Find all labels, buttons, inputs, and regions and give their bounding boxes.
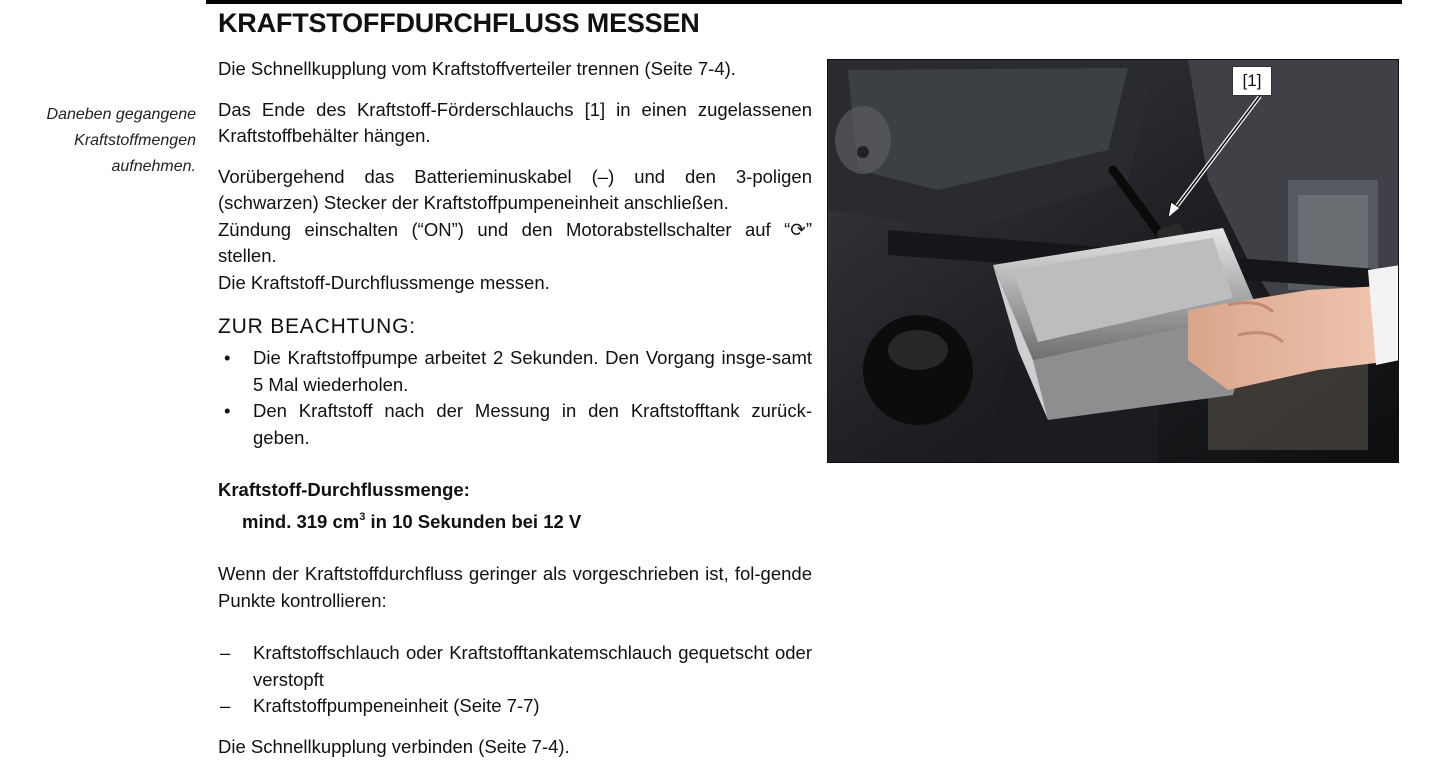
spec-value: mind. 319 $cm^3$ in 10 Sekunden bei 12 V <box>242 510 582 532</box>
top-rule <box>206 0 1402 4</box>
page-title: KRAFTSTOFFDURCHFLUSS MESSEN <box>218 8 700 38</box>
side-note <box>10 102 196 180</box>
spec-label: Kraftstoff-Durchflussmenge: <box>218 479 470 500</box>
step-disconnect-coupling: Die Schnellkupplung vom Kraftstoffverteiler trennen (Seite 7-4). <box>218 58 736 79</box>
note-list <box>218 345 812 451</box>
step-ignition-on: Zündung einschalten (“ON”) und den Motorabstellschalter auf “⟳” stellen. <box>218 218 812 266</box>
side-note-line: Daneben gegangene <box>46 106 196 123</box>
side-note-line: Kraftstoffmengen <box>74 132 196 149</box>
spec-block <box>218 477 812 535</box>
engine-run-symbol-icon: ⟳ <box>790 218 806 240</box>
check-list <box>218 640 812 720</box>
side-note-line: aufnehmen. <box>111 158 196 175</box>
step-reconnect-coupling: Die Schnellkupplung verbinden (Seite 7-4). <box>218 735 570 757</box>
step-hose-into-container: Das Ende des Kraftstoff-Förderschlauchs [1] in einen zugelassenen Kraftstoffbehälter hängen. <box>218 98 812 146</box>
step-measure-flow: Die Kraftstoff-Durchflussmenge messen. <box>218 271 550 293</box>
check-intro: Wenn der Kraftstoffdurchfluss geringer als vorgeschrieben ist, fol-gende Punkte kontrollieren: <box>218 563 812 611</box>
figure-callout-label: [1] <box>1232 66 1272 96</box>
main-content <box>218 56 812 760</box>
check-item: – Kraftstoffpumpeneinheit (Seite 7-7) <box>218 693 812 720</box>
dash-icon: – <box>220 695 231 716</box>
step-connect-battery: Vorübergehend das Batterieminuskabel (–) und den 3-poligen (schwarzen) Stecker der Kraftstoffpumpeneinheit anschließen. <box>218 165 812 213</box>
check-item: – Kraftstoffschlauch oder Kraftstofftankatemschlauch gequetscht oder verstopft <box>220 642 812 690</box>
note-item: • Den Kraftstoff nach der Messung in den Kraftstofftank zurück-geben. <box>224 400 812 448</box>
dash-icon: – <box>220 642 231 663</box>
step-measure-block <box>218 164 812 297</box>
bullet-icon: • <box>224 400 231 421</box>
note-item: • Die Kraftstoffpumpe arbeitet 2 Sekunden. Den Vorgang insge-samt 5 Mal wiederholen. <box>224 347 812 395</box>
bullet-icon: • <box>224 347 231 368</box>
note-heading: ZUR BEACHTUNG: <box>218 315 416 338</box>
fuel-flow-photo <box>827 59 1399 463</box>
